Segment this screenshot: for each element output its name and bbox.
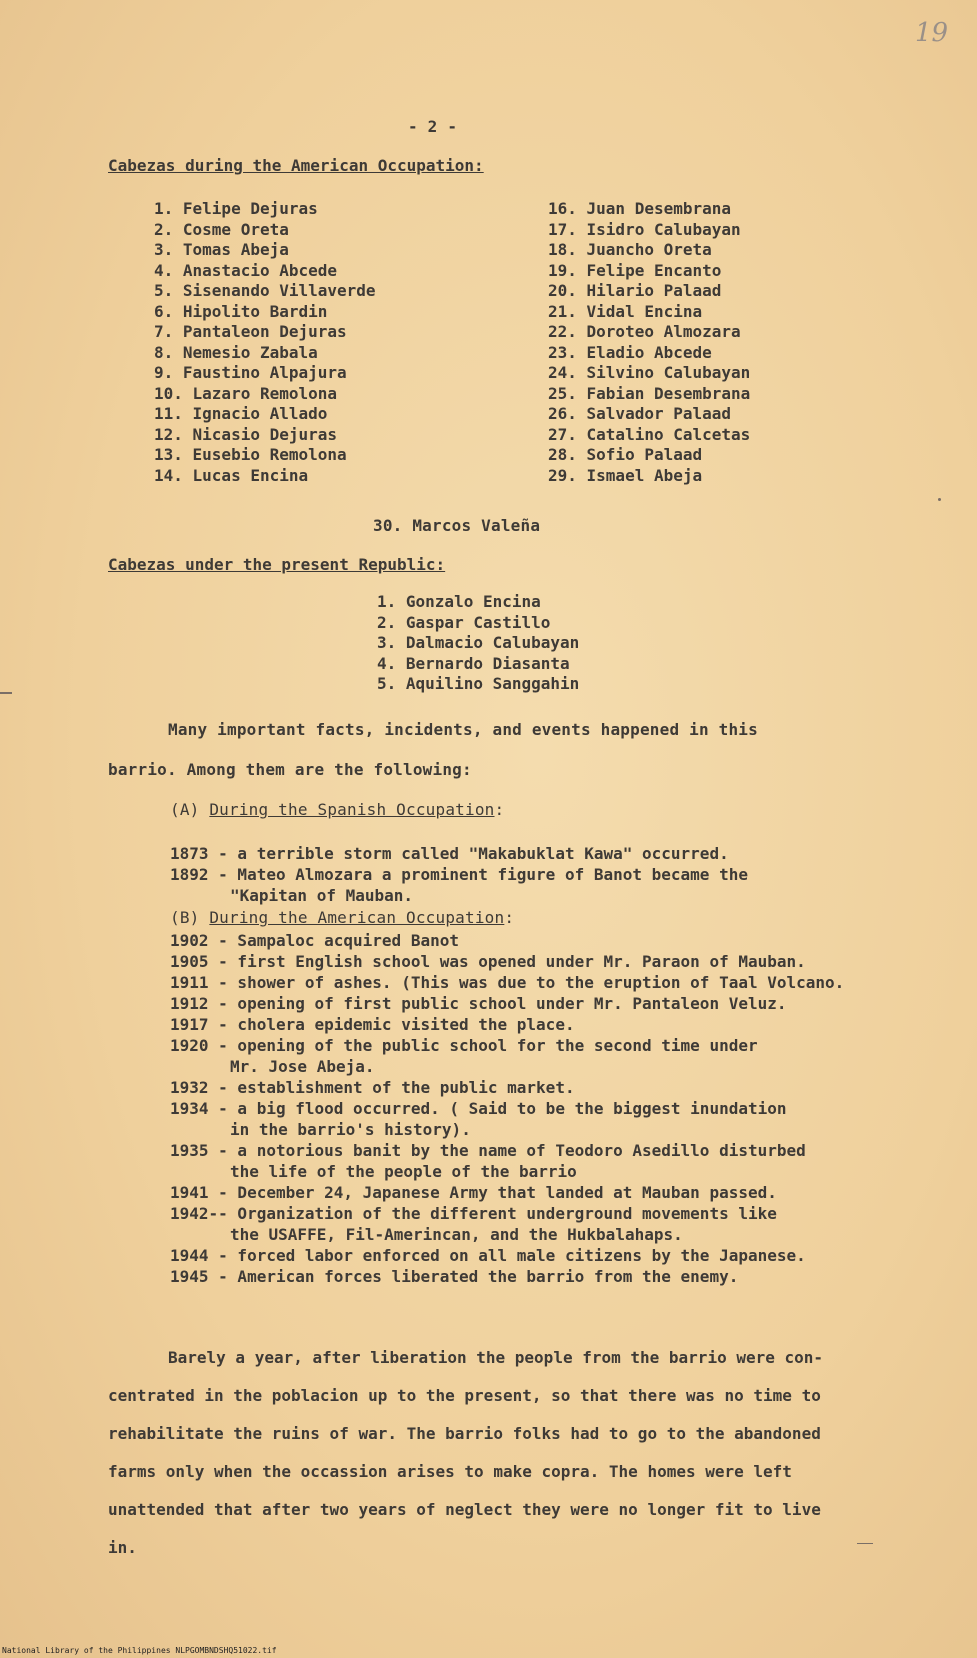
event-text: 1945 - American forces liberated the barrio from the enemy. [170, 1267, 739, 1286]
closing-line-2: centrated in the poblacion up to the present, so that there was no time to [108, 1386, 821, 1405]
list-item: 2. Cosme Oreta [154, 219, 289, 239]
list-item: 4. Bernardo Diasanta [377, 653, 570, 673]
list-item: 5. Aquilino Sanggahin [377, 674, 580, 693]
handwritten-page-number: 19 [915, 18, 949, 48]
closing-line-5: unattended that after two years of neglect they were no longer fit to live [108, 1500, 821, 1519]
american-cabezas-left-column [154, 199, 376, 486]
list-item: 11. Ignacio Allado [154, 404, 328, 423]
list-item: 9. Faustino Alpajura [154, 363, 347, 382]
event-text: 1912 - opening of first public school under Mr. Pantaleon Veluz. [170, 994, 787, 1013]
closing-line-1: Barely a year, after liberation the people from the barrio were con- [168, 1348, 824, 1367]
spanish-events-list [170, 843, 748, 906]
event-text: 1873 - a terrible storm called "Makabuklat Kawa" occurred. [170, 844, 729, 863]
event-text: 1941 - December 24, Japanese Army that landed at Mauban passed. [170, 1183, 777, 1202]
event-text: 1934 - a big flood occurred. ( Said to be the biggest inundation [170, 1099, 787, 1118]
event-text: 1905 - first English school was opened under Mr. Paraon of Mauban. [170, 952, 806, 971]
event-item [170, 1182, 844, 1203]
page-number: - 2 - [408, 117, 458, 136]
intro-line-1: Many important facts, incidents, and events happened in this [168, 720, 758, 739]
list-item: 12. Nicasio Dejuras [154, 424, 338, 444]
event-text: 1920 - opening of the public school for the second time under [170, 1036, 758, 1055]
section-suffix: : [504, 908, 515, 927]
intro-line-2: barrio. Among them are the following: [108, 760, 472, 779]
section-label: During the Spanish Occupation [209, 800, 495, 819]
list-item: 16. Juan Desembrana [548, 199, 732, 218]
event-item [170, 864, 748, 906]
event-item [170, 1014, 844, 1035]
paper-speck [938, 498, 941, 501]
list-item: 1. Gonzalo Encina [377, 592, 541, 611]
list-item: 24. Silvino Calubayan [548, 363, 751, 382]
list-item: 29. Ismael Abeja [548, 465, 703, 485]
event-item [170, 1266, 844, 1287]
event-continuation: "Kapitan of Mauban. [230, 886, 414, 905]
american-events-list [170, 930, 844, 1287]
section-prefix: (B) [170, 908, 210, 927]
list-item: 4. Anastacio Abcede [154, 260, 338, 280]
american-cabezas-heading: Cabezas during the American Occupation: [108, 156, 484, 175]
republic-cabezas-heading: Cabezas under the present Republic: [108, 555, 446, 574]
list-item: 22. Doroteo Almozara [548, 322, 741, 341]
event-item [170, 993, 844, 1014]
paper-scratch [857, 1543, 873, 1544]
list-item: 3. Dalmacio Calubayan [377, 633, 580, 652]
list-item: 5. Sisenando Villaverde [154, 281, 376, 300]
event-item [170, 1098, 844, 1140]
event-text: 1911 - shower of ashes. (This was due to the eruption of Taal Volcano. [170, 973, 845, 992]
event-item [170, 1203, 844, 1245]
event-text: 1935 - a notorious banit by the name of Teodoro Asedillo disturbed [170, 1141, 806, 1160]
event-item [170, 843, 748, 864]
list-item: 23. Eladio Abcede [548, 342, 712, 362]
american-occupation-heading [170, 908, 514, 927]
section-label: During the American Occupation [209, 908, 505, 927]
american-cabezas-last-item: 30. Marcos Valeña [373, 516, 541, 535]
event-item [170, 1245, 844, 1266]
event-text: 1942-- Organization of the different underground movements like [170, 1204, 777, 1223]
event-text: 1902 - Sampaloc acquired Banot [170, 931, 459, 950]
list-item: 14. Lucas Encina [154, 465, 309, 485]
event-text: 1932 - establishment of the public market. [170, 1078, 575, 1097]
list-item: 3. Tomas Abeja [154, 240, 289, 259]
list-item: 28. Sofio Palaad [548, 445, 703, 464]
list-item: 7. Pantaleon Dejuras [154, 322, 347, 341]
list-item: 19. Felipe Encanto [548, 260, 722, 280]
event-item [170, 1077, 844, 1098]
list-item: 26. Salvador Palaad [548, 404, 732, 423]
list-item: 8. Nemesio Zabala [154, 342, 318, 362]
list-item: 13. Eusebio Remolona [154, 445, 347, 464]
section-prefix: (A) [170, 800, 210, 819]
section-suffix: : [494, 800, 505, 819]
closing-line-4: farms only when the occassion arises to make copra. The homes were left [108, 1462, 792, 1481]
list-item: 18. Juancho Oreta [548, 240, 712, 259]
list-item: 6. Hipolito Bardin [154, 301, 328, 321]
event-text: 1944 - forced labor enforced on all male citizens by the Japanese. [170, 1246, 806, 1265]
list-item: 10. Lazaro Remolona [154, 383, 338, 403]
american-cabezas-right-column [548, 199, 750, 486]
event-continuation: the USAFFE, Fil-Amerincan, and the Hukbalahaps. [230, 1225, 683, 1244]
event-continuation: in the barrio's history). [230, 1120, 471, 1139]
scan-footer-label: National Library of the Philippines NLPGOMBNDSHQ51022.tif [2, 1646, 277, 1655]
event-text: 1917 - cholera epidemic visited the place. [170, 1015, 575, 1034]
closing-line-3: rehabilitate the ruins of war. The barrio folks had to go to the abandoned [108, 1424, 821, 1443]
event-continuation: Mr. Jose Abeja. [230, 1057, 375, 1076]
list-item: 17. Isidro Calubayan [548, 219, 741, 239]
list-item: 1. Felipe Dejuras [154, 199, 318, 218]
list-item: 2. Gaspar Castillo [377, 612, 551, 632]
republic-cabezas-list [377, 592, 579, 695]
list-item: 21. Vidal Encina [548, 301, 703, 321]
event-item [170, 1140, 844, 1182]
list-item: 27. Catalino Calcetas [548, 424, 751, 444]
list-item: 25. Fabian Desembrana [548, 383, 751, 403]
event-text: 1892 - Mateo Almozara a prominent figure of Banot became the [170, 865, 748, 884]
event-item [170, 930, 844, 951]
closing-line-6: in. [108, 1538, 137, 1557]
event-item [170, 972, 844, 993]
event-item [170, 951, 844, 972]
left-edge-mark [0, 692, 12, 694]
event-item [170, 1035, 844, 1077]
spanish-occupation-heading [170, 800, 504, 819]
list-item: 20. Hilario Palaad [548, 281, 722, 300]
event-continuation: the life of the people of the barrio [230, 1162, 577, 1181]
